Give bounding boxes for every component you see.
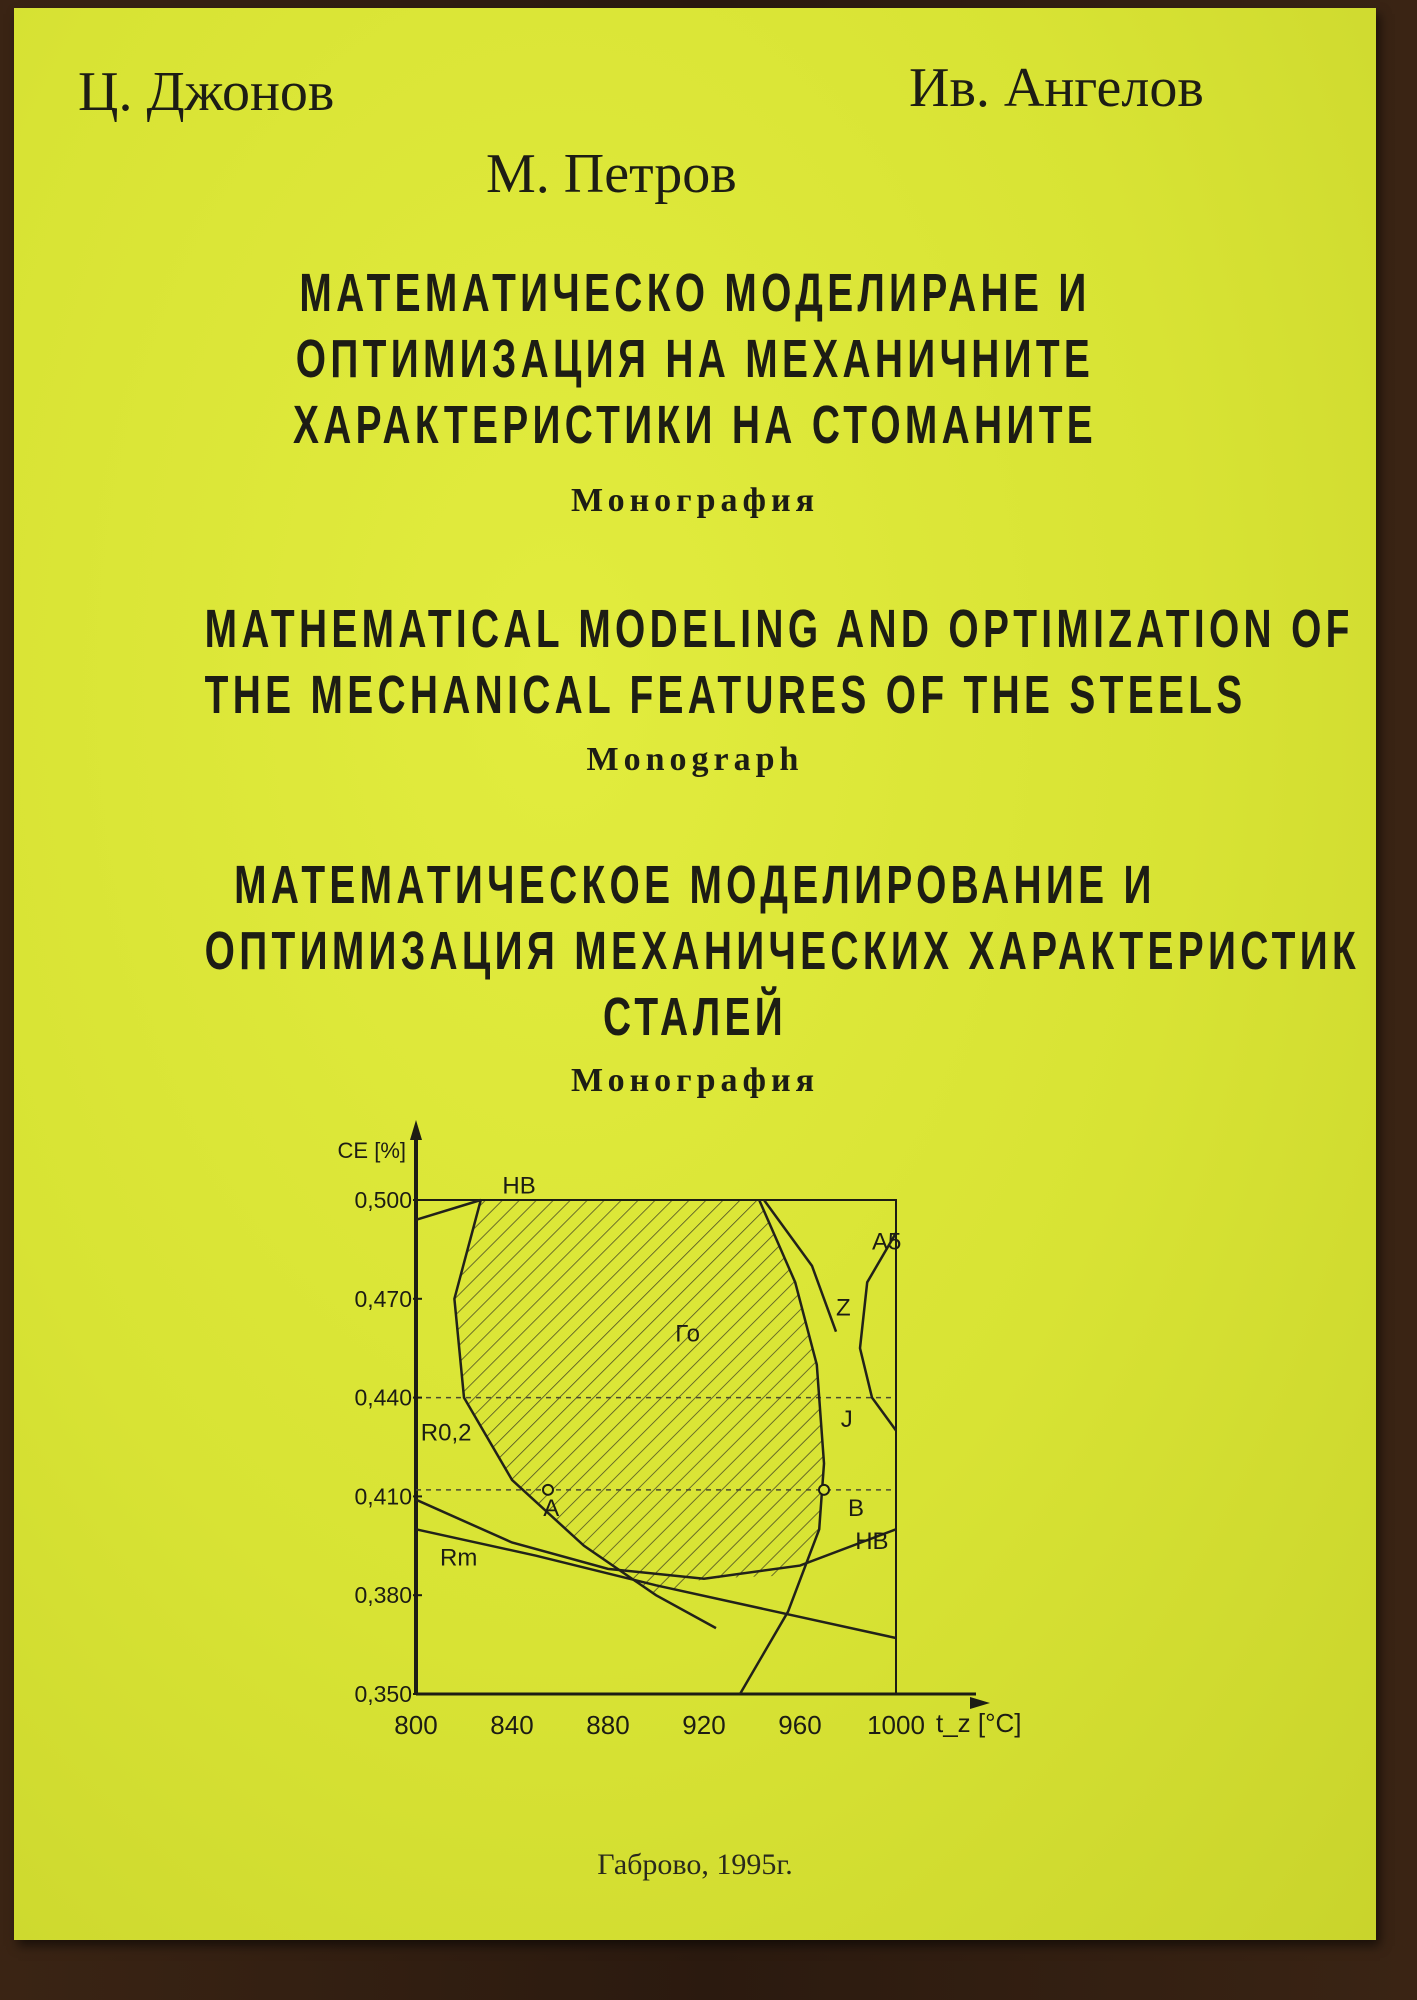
- annotation-hb: HB: [502, 1172, 536, 1200]
- title-bg-line: МАТЕМАТИЧЕСКО МОДЕЛИРАНЕ И: [299, 263, 1091, 323]
- title-bg-line: ХАРАКТЕРИСТИКИ НА СТОМАНИТЕ: [292, 395, 1098, 455]
- title-en-line: THE MECHANICAL FEATURES OF THE STEELS: [204, 665, 1247, 725]
- author-right: Ив. Ангелов: [909, 57, 1204, 119]
- y-tick-label: 0,380: [354, 1582, 412, 1609]
- curve-hb-top-: [416, 1200, 481, 1220]
- title-en-line: MATHEMATICAL MODELING AND OPTIMIZATION OF: [204, 599, 1354, 659]
- curve-a5: [860, 1233, 896, 1431]
- subtitle-english: Monograph: [586, 741, 804, 778]
- subtitle-russian: Монография: [570, 1062, 820, 1099]
- annotation-a5: A5: [872, 1228, 902, 1256]
- author-center: М. Петров: [486, 143, 737, 205]
- x-tick-label: 880: [586, 1710, 630, 1740]
- y-axis-label: CE [%]: [337, 1138, 406, 1163]
- y-tick-label: 0,470: [354, 1285, 412, 1312]
- annotation-z: Z: [836, 1294, 851, 1322]
- x-tick-label: 840: [490, 1710, 534, 1740]
- title-ru-line: МАТЕМАТИЧЕСКОЕ МОДЕЛИРОВАНИЕ И: [234, 855, 1156, 915]
- y-tick-label: 0,410: [354, 1483, 412, 1510]
- x-tick-label: 800: [394, 1710, 438, 1740]
- chart: [14, 8, 1376, 1940]
- annotation-b: B: [848, 1495, 865, 1523]
- annotation-го: Го: [675, 1320, 700, 1348]
- x-tick-label: 960: [778, 1710, 822, 1740]
- x-axis-label: t_z [°C]: [936, 1708, 1022, 1738]
- annotation-r02: R0,2: [420, 1419, 472, 1447]
- point-marker-b: [819, 1485, 829, 1495]
- annotation-j: J: [840, 1406, 853, 1434]
- y-tick-label: 0,440: [354, 1384, 412, 1411]
- book-cover: [14, 8, 1376, 1940]
- annotation-rm: Rm: [440, 1544, 478, 1572]
- x-tick-label: 1000: [867, 1710, 925, 1740]
- title-bg-line: ОПТИМИЗАЦИЯ НА МЕХАНИЧНИТЕ: [295, 329, 1095, 389]
- subtitle-bulgarian: Монография: [570, 482, 820, 519]
- y-tick-label: 0,500: [354, 1187, 412, 1213]
- y-tick-label: 0,350: [354, 1681, 412, 1707]
- annotation-a: A: [543, 1495, 560, 1523]
- y-axis-arrow: [410, 1120, 422, 1140]
- title-ru-line: СТАЛЕЙ: [602, 987, 788, 1047]
- author-left: Ц. Джонов: [78, 61, 335, 123]
- x-tick-label: 920: [682, 1710, 726, 1740]
- title-ru-line: ОПТИМИЗАЦИЯ МЕХАНИЧЕСКИХ ХАРАКТЕРИСТИК: [204, 921, 1361, 981]
- point-marker-a: [543, 1485, 553, 1495]
- annotation-hb: HB: [855, 1528, 889, 1556]
- publication-place-year: Габрово, 1995г.: [597, 1848, 793, 1881]
